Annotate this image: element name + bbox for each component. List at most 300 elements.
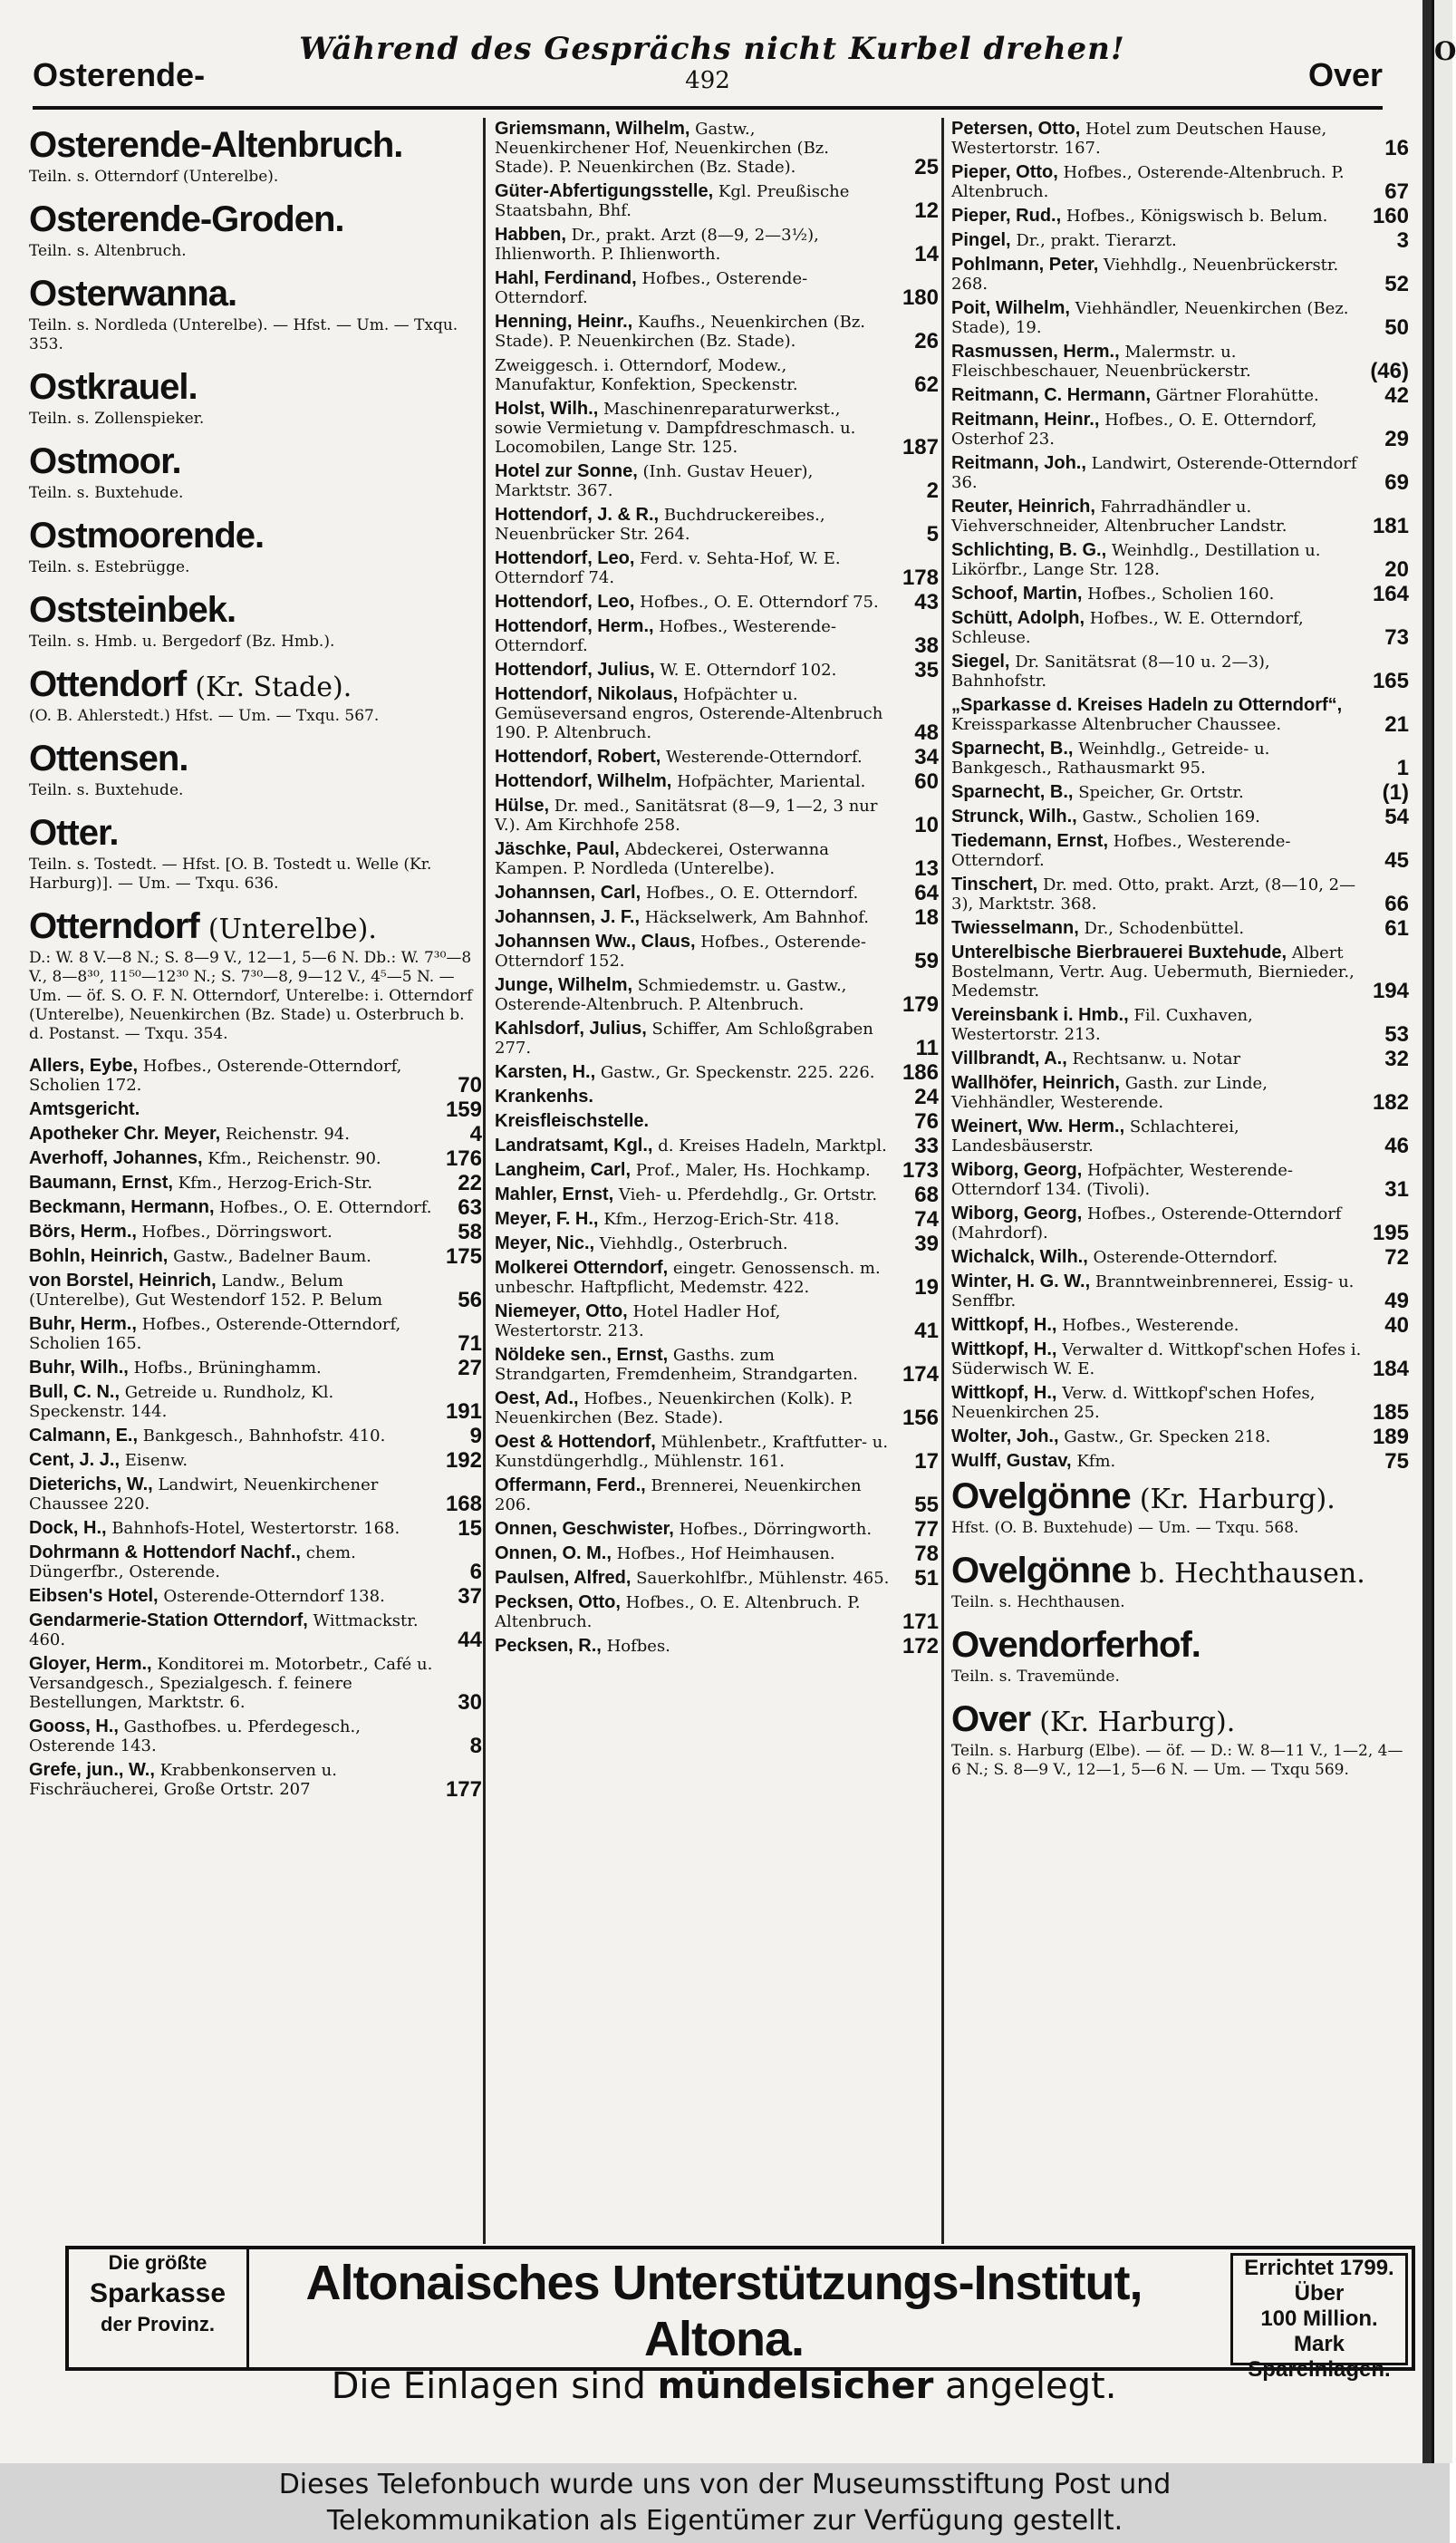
subscriber-details: Brennerei, Neuenkirchen 206. [495,1476,862,1514]
subscriber-entry [495,905,939,930]
subscriber-name: Dohrmann & Hottendorf Nachf., [29,1542,301,1562]
subscriber-entry [495,548,939,590]
subscriber-name: Pecksen, R., [495,1636,602,1656]
subscriber-details: Hofbes., O. E. Otterndorf. [645,884,859,903]
subscriber-name: Dock, H., [29,1518,107,1538]
phone-number: 12 [914,198,939,223]
subscriber-details: Bahnhofs-Hotel, Westertorstr. 168. [111,1519,400,1538]
subscriber-entry [495,226,939,264]
subscriber-details: Schmiedemstr. u. Gastw., Osterende-Altenbruch. P. Altenbruch. [495,976,847,1014]
subscriber-entry [951,1047,1409,1071]
phone-number: 37 [458,1584,482,1609]
subscriber-entry [29,1426,482,1446]
subscriber-entry [29,1356,482,1380]
phone-number: 172 [902,1634,939,1658]
subscriber-name: Güter-Abfertigungsstelle, [495,181,714,201]
subscriber-name: Börs, Herm., [29,1222,137,1242]
subscriber-entry [495,1388,939,1430]
subscriber-details: Schlachterei, Landesbäuserstr. [951,1117,1239,1155]
subscriber-details: Konditorei m. Motorbetr., Café u. Versandgesch., Spezialgesch. f. feinere Bestellungen, Marktstr. 6. [29,1655,433,1712]
phone-number: 185 [1372,1400,1409,1425]
subscriber-entry [951,1339,1409,1381]
subscriber-details: Hofbes., O. E. Altenbruch. P. Altenbruch. [495,1593,861,1631]
subscriber-entry [951,943,1409,1001]
subscriber-entry [495,506,939,544]
subscriber-details: Landwirt, Neuenkirchener Chaussee 220. [29,1475,379,1513]
subscriber-details: Kreissparkasse Altenbrucher Chaussee. [951,715,1282,734]
footer-line: Telekommunikation als Eigentümer zur Verfügung gestellt. [326,2505,1123,2537]
phone-number: 2 [926,479,939,503]
subscriber-entry [495,1475,939,1517]
subscriber-name: Allers, Eybe, [29,1056,139,1076]
subscriber-name: Johannsen, J. F., [495,907,641,927]
phone-number: 61 [1384,916,1409,941]
subscriber-details: Weinhdlg., Destillation u. Likörfbr., Lange Str. 128. [951,541,1321,579]
place-name [29,367,482,408]
subscriber-name: Eibsen's Hotel, [29,1586,159,1606]
subscriber-details: Gastw., Scholien 169. [1082,807,1260,827]
subscriber-details: Hofbes., Osterende-Otterndorf, Scholien 165. [29,1315,401,1353]
subscriber-details: Gastw., Gr. Speckenstr. 225. 226. [600,1063,875,1082]
place-name [29,664,482,705]
subscriber-name: Johannsen Ww., Claus, [495,932,696,952]
subscriber-entry [29,1448,482,1473]
subscriber-details: Hofbes., W. E. Otterndorf, Schleuse. [951,609,1304,647]
subscriber-entry [29,1171,482,1195]
subscriber-details: Gasthofbes. u. Pferdegesch., Osterende 143. [29,1717,361,1755]
subscriber-name: Poit, Wilhelm, [951,298,1070,318]
subscriber-name: Averhoff, Johannes, [29,1148,203,1168]
place-heading [29,367,482,429]
place-name-text: Otter. [29,813,119,853]
subscriber-name: Gloyer, Herm., [29,1654,152,1674]
subscriber-entry [495,881,939,905]
phone-number: 27 [458,1356,482,1380]
subscriber-name: Offermann, Ferd., [495,1475,646,1495]
phone-number: 71 [458,1331,482,1356]
subscriber-name: Apotheker Chr. Meyer, [29,1124,221,1144]
subscriber-entry [951,1425,1409,1449]
phone-number: 191 [445,1399,482,1424]
header-left: Osterende- [33,56,206,93]
subscriber-details: Malermstr. u. Fleischbeschauer, Neuenbrückerstr. [951,343,1251,381]
place-name [29,125,482,166]
subscriber-details: Fil. Cuxhaven, Westertorstr. 213. [951,1006,1253,1044]
subscriber-details: Hofbes. [606,1637,670,1656]
subscriber-entry [495,1542,939,1566]
subscriber-details: Kfm., Herzog-Erich-Str. [178,1174,373,1193]
phone-number: 10 [914,813,939,837]
phone-number: 59 [914,949,939,973]
phone-number: 6 [469,1560,482,1584]
phone-number: 62 [914,372,939,397]
subscriber-details: Hofbs., Brüninghamm. [133,1359,322,1378]
phone-number: 17 [914,1449,939,1474]
subscriber-name: Schütt, Adolph, [951,608,1085,628]
phone-number: 18 [914,905,939,930]
place-name-text: Ovendorferhof. [951,1625,1200,1665]
subscriber-entry [29,1542,482,1584]
subscriber-name: Wulff, Gustav, [951,1451,1072,1471]
subscriber-entry [495,1232,939,1256]
place-info: Teiln. s. Harburg (Elbe). — öf. — D.: W. 8—11 V., 1—2, 4—6 N.; S. 8—9 V., 12—1, 5—6 N. — Um. — Txqu 569. [951,1742,1403,1779]
phone-number: 22 [458,1171,482,1195]
subscriber-name: Wittkopf, H., [951,1315,1057,1335]
place-name [29,274,482,314]
subscriber-details: Hofbes., Westerende-Otterndorf. [951,832,1291,870]
subscriber-entry [951,582,1409,606]
subscriber-details: Hofbes., Dörringworth. [679,1520,873,1539]
subscriber-entry [29,1475,482,1516]
subscriber-entry [495,1634,939,1658]
subscriber-entry [951,453,1409,495]
subscriber-entry [951,1383,1409,1425]
subscriber-details: Reichenstr. 94. [225,1125,350,1144]
subscriber-entry [951,1449,1409,1474]
subscriber-details: Sauerkohlfbr., Mühlenstr. 465. [636,1569,890,1588]
subscriber-entry [29,1097,482,1122]
phone-number: 38 [914,633,939,658]
place-name [29,590,482,631]
subscriber-name: Wichalck, Wilh., [951,1247,1088,1267]
phone-number: 165 [1372,669,1409,693]
ad-right-line: Errichtet 1799. [1244,2256,1394,2280]
phone-number: 9 [469,1424,482,1448]
place-name-sub: (Kr. Stade). [195,672,352,703]
phone-number: 77 [914,1517,939,1542]
place-name-text: Over [951,1699,1031,1739]
subscriber-entry [495,181,939,223]
subscriber-entry [951,411,1409,449]
phone-number: 174 [902,1362,939,1387]
subscriber-entry [29,1220,482,1244]
subscriber-name: Pingel, [951,230,1011,250]
subscriber-details: Maschinenreparaturwerkst., sowie Vermietung v. Dampfdreschmasch. u. Locomobilen, Lange Str. 125. [495,400,856,457]
subscriber-details: Hofbes., O. E. Otterndorf. [219,1198,432,1217]
subscriber-name: Petersen, Otto, [951,119,1081,139]
place-heading [951,1625,1409,1687]
subscriber-details: Hofbes., Osterende-Otterndorf. [495,269,808,307]
subscriber-entry [29,1584,482,1609]
subscriber-details: Hofbes., Königswisch b. Belum. [1065,207,1328,226]
place-info: Teiln. s. Hmb. u. Bergedorf (Bz. Hmb.). [29,633,335,651]
subscriber-entry [951,740,1409,778]
phone-number: 60 [914,769,939,794]
footer-line: Dieses Telefonbuch wurde uns von der Museumsstiftung Post und [278,2469,1172,2500]
phone-number: 160 [1372,204,1409,228]
subscriber-entry [495,933,939,971]
place-name [951,1699,1409,1740]
phone-number: 51 [914,1566,939,1591]
subscriber-name: Rasmussen, Herm., [951,342,1120,362]
place-name [29,441,482,482]
phone-number: 159 [445,1097,482,1122]
phone-number: 42 [1384,383,1409,408]
subscriber-entry [951,1117,1409,1158]
phone-number: 4 [469,1122,482,1146]
subscriber-details: Albert Bostelmann, Vertr. Aug. Uebermuth, Biernieder., Medemstr. [951,943,1355,1001]
place-info: Teiln. s. Buxtehude. [29,781,184,799]
subscriber-entry [29,1654,482,1715]
place-info: Hfst. (O. B. Buxtehude) — Um. — Txqu. 568. [951,1519,1299,1537]
subscriber-name: Habben, [495,225,566,245]
phone-number: 177 [445,1777,482,1802]
subscriber-name: Reuter, Heinrich, [951,497,1095,517]
subscriber-name: Beckmann, Hermann, [29,1197,215,1217]
subscriber-entry [29,1146,482,1171]
subscriber-entry [951,343,1409,381]
ad-left-line: Die größte [108,2251,207,2274]
subscriber-name: Wolter, Joh., [951,1426,1059,1446]
subscriber-name: Reitmann, Joh., [951,453,1086,473]
place-heading [951,1476,1409,1538]
phone-number: 72 [1384,1245,1409,1270]
place-name [951,1551,1409,1591]
subscriber-name: Bull, C. N., [29,1382,120,1402]
subscriber-details: Viehhdlg., Neuenbrückerstr. 268. [951,256,1339,294]
phone-number: 173 [902,1158,939,1183]
subscriber-entry [495,769,939,794]
subscriber-name: Wittkopf, H., [951,1383,1057,1403]
place-name [29,739,482,779]
subscriber-entry [495,745,939,769]
subscriber-details: Dr., prakt. Arzt (8—9, 2—3½), Ihlienworth. P. Ihlienworth. [495,226,819,264]
subscriber-details: (Inh. Gustav Heuer), Marktstr. 367. [495,462,814,500]
phone-number: 35 [914,658,939,682]
subscriber-name: Niemeyer, Otto, [495,1301,628,1321]
place-heading [29,906,482,1044]
subscriber-entry [29,1272,482,1310]
ad-left-line: Sparkasse [89,2278,227,2308]
phone-number: 181 [1372,514,1409,538]
phone-number: 73 [1384,625,1409,650]
subscriber-details: Dr. Sanitätsrat (8—10 u. 2—3), Bahnhofstr. [951,653,1270,691]
subscriber-entry [495,839,939,881]
subscriber-details: Speicher, Gr. Ortstr. [1078,783,1244,802]
subscriber-name: Wiborg, Georg, [951,1204,1083,1223]
subscriber-entry [951,1245,1409,1270]
place-name-text: Osterende-Groden. [29,199,344,239]
phone-number: 164 [1372,582,1409,606]
column-3 [951,120,1409,1793]
phone-number: 70 [458,1073,482,1097]
phone-number: 44 [458,1628,482,1652]
subscriber-details: Kaufhs., Neuenkirchen (Bz. Stade). P. Neuenkirchen (Bz. Stade). [495,313,866,351]
subscriber-entry [495,1345,939,1387]
subscriber-details: W. E. Otterndorf 102. [660,661,837,680]
subscriber-entry [951,383,1409,408]
subscriber-name: Hottendorf, Leo, [495,592,635,612]
phone-number: 40 [1384,1313,1409,1338]
subscriber-entry [495,268,939,310]
subscriber-details: Fahrradhändler u. Viehverschneider, Altenbrucher Landstr. [951,498,1287,536]
subscriber-name: Landratsamt, Kgl., [495,1136,653,1155]
place-info: Teiln. s. Tostedt. — Hfst. [O. B. Tostedt u. Welle (Kr. Harburg)]. — Um. — Txqu. 636. [29,856,432,893]
subscriber-name: Buhr, Herm., [29,1314,137,1334]
phone-number: (1) [1382,780,1409,805]
subscriber-details: Schiffer, Am Schloßgraben 277. [495,1020,873,1058]
phone-number: 11 [915,1036,939,1060]
subscriber-details: Hofbes., Neuenkirchen (Kolk). P. Neuenkirchen (Bez. Stade). [495,1389,853,1427]
subscriber-name: Onnen, O. M., [495,1543,612,1563]
ad-right-line: Über [1294,2281,1345,2306]
place-heading [29,590,482,652]
subscriber-name: Strunck, Wilh., [951,807,1077,827]
header-notice: Während des Gesprächs nicht Kurbel drehen! [299,31,1125,67]
place-name-sub: (Kr. Harburg). [1039,1707,1236,1738]
subscriber-details: Viehhändler, Neuenkirchen (Bez. Stade), 19. [951,299,1349,337]
subscriber-name: Pohlmann, Peter, [951,255,1099,275]
subscriber-entry [495,1085,939,1109]
place-name-sub: (Unterelbe). [207,914,377,945]
subscriber-name: Mahler, Ernst, [495,1184,614,1204]
subscriber-name: Hahl, Ferdinand, [495,268,637,288]
subscriber-details: Hotel Hadler Hof, Westertorstr. 213. [495,1302,781,1340]
subscriber-entry [495,1109,939,1134]
subscriber-details: Landw., Belum (Unterelbe), Gut Westendorf 152. P. Belum [29,1272,383,1310]
place-name-text: Otterndorf [29,906,199,946]
phone-number: 187 [902,435,939,459]
phone-number: 78 [914,1542,939,1566]
edge-letter: O [1434,36,1456,66]
phone-number: 48 [914,720,939,745]
phone-number: 14 [914,242,939,266]
subscriber-details: Gasth. zur Linde, Viehhändler, Westerende. [951,1074,1268,1112]
column-divider [483,118,486,2244]
subscriber-entry [495,1207,939,1232]
subscriber-entry [951,162,1409,204]
subscriber-name: Junge, Wilhelm, [495,975,633,995]
subscriber-entry [495,461,939,503]
subscriber-entry [495,1060,939,1085]
phone-number: 75 [1384,1449,1409,1474]
subscriber-name: Jäschke, Paul, [495,839,620,859]
subscriber-name: Onnen, Geschwister, [495,1519,674,1539]
subscriber-entry [29,1122,482,1146]
subscriber-entry [951,228,1409,253]
phone-number: 168 [445,1492,482,1516]
subscriber-name: Molkerei Otterndorf, [495,1258,669,1278]
subscriber-details: Hofbes., Hof Heimhausen. [616,1544,835,1563]
subscriber-entry [495,1566,939,1591]
subscriber-name: Schlichting, B. G., [951,540,1107,560]
phone-number: 69 [1384,470,1409,495]
subscriber-name: Amtsgericht. [29,1099,140,1119]
ad-left-line: der Provinz. [101,2313,215,2335]
subscriber-entry [495,616,939,658]
footer-credit [0,2463,1450,2543]
phone-number: 20 [1384,557,1409,582]
subscriber-details: Osterende-Otterndorf. [1093,1248,1278,1267]
subscriber-details: Kfm., Herzog-Erich-Str. 418. [603,1210,840,1229]
subscriber-entry [951,916,1409,941]
subscriber-entry [495,797,939,835]
subscriber-name: Tinschert, [951,875,1038,894]
subscriber-details: Gasths. zum Strandgarten, Fremdenheim, Strandgarten. [495,1346,858,1384]
place-heading [29,664,482,726]
subscriber-name: Vereinsbank i. Hmb., [951,1005,1129,1025]
phone-number: 29 [1384,427,1409,451]
subscriber-name: Dieterichs, W., [29,1475,153,1494]
adjacent-page-edge [1432,0,1456,2463]
subscriber-name: Gendarmerie-Station Otterndorf, [29,1610,308,1630]
subscriber-details: Hofpächter, Westerende-Otterndorf 134. (Tivoli). [951,1161,1293,1199]
subscriber-details: Getreide u. Rundholz, Kl. Speckenstr. 144. [29,1383,334,1421]
subscriber-details: Hofbes., O. E. Otterndorf 75. [640,593,879,612]
subscriber-entry [495,1258,939,1300]
subscriber-name: Meyer, Nic., [495,1233,595,1253]
subscriber-entry [951,831,1409,873]
phone-number: 5 [926,522,939,546]
subscriber-details: Hofbes., Osterende-Otterndorf 152. [495,933,867,971]
subscriber-details: Hofbes., Westerende-Otterndorf. [495,617,836,655]
place-name [29,813,482,854]
place-name-text: Ostmoorende. [29,516,265,556]
phone-number: 58 [458,1220,482,1244]
subscriber-details: Dr. med., Sanitätsrat (8—9, 1—2, 3 nur V.). Am Kirchhofe 258. [495,797,878,835]
subscriber-entry [495,1158,939,1183]
subscriber-name: Nöldeke sen., Ernst, [495,1345,669,1365]
ad-slogan [257,2365,1191,2407]
place-info: Teiln. s. Hechthausen. [951,1593,1125,1611]
subscriber-entry [951,608,1409,650]
subscriber-name: Johannsen, Carl, [495,883,641,903]
phone-number: 25 [914,155,939,179]
subscriber-details: Mühlenbetr., Kraftfutter- u. Kunstdüngerhdlg., Mühlenstr. 161. [495,1433,889,1471]
subscriber-details: Hofpächter, Mariental. [677,772,866,791]
subscriber-entry [951,1160,1409,1202]
place-info: Teiln. s. Zollenspieker. [29,410,205,428]
phone-number: 31 [1384,1177,1409,1202]
subscriber-details: Branntweinbrennerei, Essig- u. Senffbr. [951,1272,1355,1310]
place-heading [29,125,482,187]
subscriber-name: Meyer, F. H., [495,1209,599,1229]
subscriber-name: Pecksen, Otto, [495,1592,621,1612]
subscriber-details: Zweiggesch. i. Otterndorf, Modew., Manufaktur, Konfektion, Speckenstr. [495,356,798,394]
subscriber-entry [951,780,1409,805]
subscriber-name: Hotel zur Sonne, [495,461,638,481]
subscriber-details: chem. Düngerfbr., Osterende. [29,1543,356,1581]
subscriber-details: Hofbes., Dörringswort. [141,1223,333,1242]
phone-number: 26 [914,329,939,353]
subscriber-name: Siegel, [951,652,1010,672]
subscriber-entry [495,590,939,614]
subscriber-details: Kfm., Reichenstr. 90. [207,1149,381,1168]
subscriber-entry [495,356,939,397]
page-header [33,25,1383,107]
subscriber-details: Hofbes., Osterende-Otterndorf (Mahrdorf). [951,1204,1342,1242]
subscriber-entry [951,1272,1409,1313]
phone-number: 156 [902,1406,939,1430]
phone-number: 53 [1384,1022,1409,1047]
place-name-text: Ovelgönne [951,1551,1131,1591]
subscriber-details: Dr., Schodenbüttel. [1084,919,1245,938]
subscriber-details: Ferd. v. Sehta-Hof, W. E. Otterndorf 74. [495,549,841,587]
phone-number: 66 [1384,892,1409,916]
phone-number: 194 [1372,979,1409,1003]
subscriber-name: Wallhöfer, Heinrich, [951,1073,1120,1093]
subscriber-entry [495,1134,939,1158]
place-heading [951,1699,1409,1780]
place-name-text: Ovelgönne [951,1476,1131,1516]
place-name-text: Ottensen. [29,739,188,778]
subscriber-name: Weinert, Ww. Herm., [951,1117,1125,1136]
place-info: Teiln. s. Otterndorf (Unterelbe). [29,168,279,186]
advertisement [65,2246,1415,2407]
phone-number: 56 [458,1288,482,1312]
subscriber-entry [951,256,1409,294]
phone-number: 50 [1384,315,1409,340]
